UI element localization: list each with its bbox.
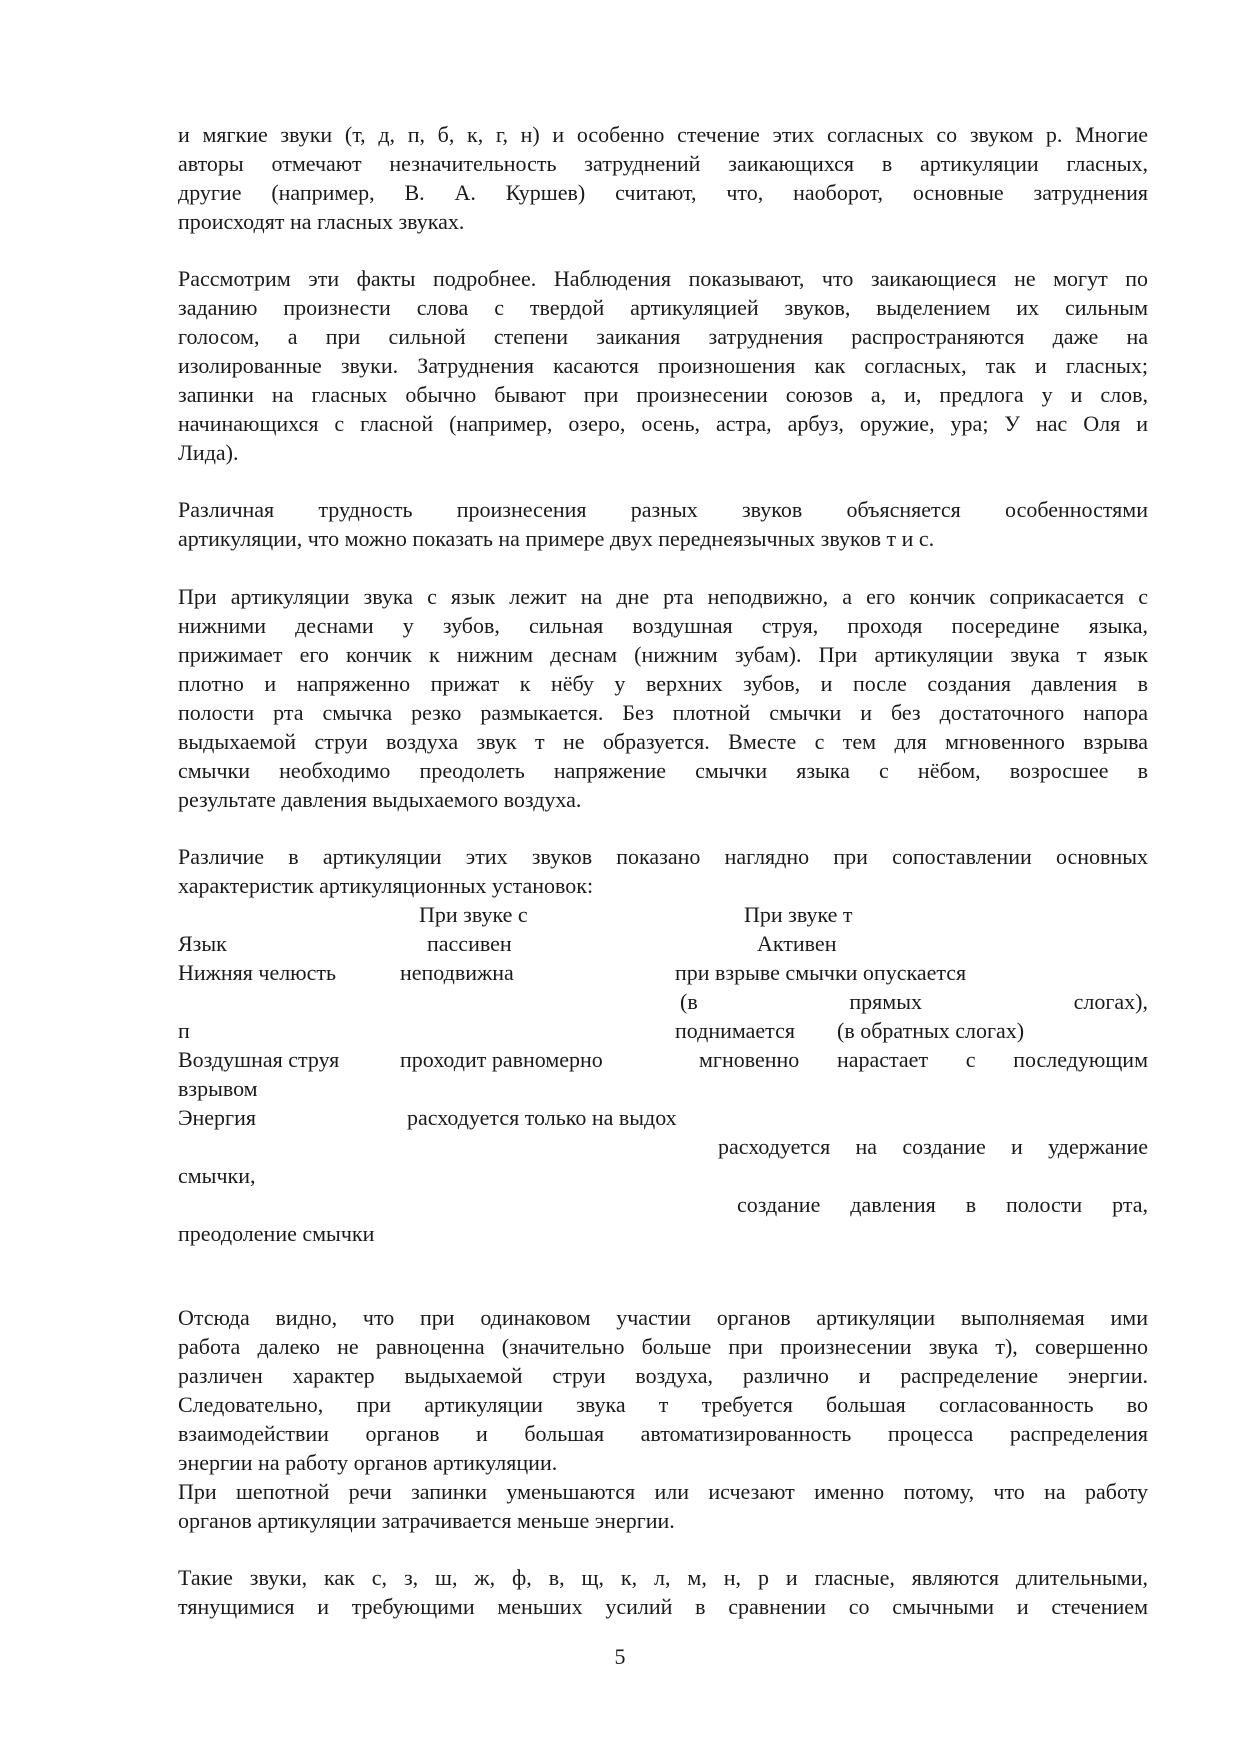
text-line: создание давления в полости рта,	[737, 1192, 1148, 1217]
text-line: прижимает его кончик к нижним деснам (нижним зубам). При артикуляции звука т язык	[178, 642, 1148, 667]
text-line: изолированные звуки. Затруднения касаются произношения как согласных, так и гласных;	[178, 353, 1148, 378]
text-line: полости рта смычка резко размыкается. Без плотной смычки и без достаточного напора	[178, 700, 1148, 725]
text-line: расходуется на создание и удержание	[718, 1134, 1148, 1159]
table-cell-t: преодоление смычки	[178, 1221, 375, 1246]
page-number: 5	[614, 1644, 626, 1669]
text-line: мгновенно нарастает с последующим	[699, 1047, 1148, 1072]
table-cell-t: при взрыве смычки опускается	[675, 960, 967, 985]
text-line: и мягкие звуки (т, д, п, б, к, г, н) и особенно стечение этих согласных со звуком р. Многие	[178, 122, 1148, 147]
text-line: другие (например, В. А. Куршев) считают, что, наоборот, основные затруднения	[178, 180, 1148, 205]
table-cell-fragment: п	[178, 1018, 190, 1043]
text-line: плотно и напряженно прижат к нёбу у верхних зубов, и после создания давления в	[178, 671, 1148, 696]
paragraph-4	[178, 582, 1148, 814]
table-row-label: Воздушная струя	[178, 1047, 340, 1072]
table-row-label: Энергия	[178, 1105, 256, 1130]
table-row-label: Нижняя челюсть	[178, 960, 337, 985]
text-line: взаимодействии органов и большая автоматизированность процесса распределения	[178, 1421, 1148, 1446]
table-cell-t: смычки,	[178, 1163, 256, 1188]
paragraph-6	[178, 1303, 1148, 1477]
text-line: Лида).	[178, 440, 239, 465]
paragraph-7	[178, 1477, 1148, 1535]
table-cell-t	[680, 987, 1148, 1016]
table-header-t: При звуке т	[744, 902, 853, 927]
text-line: артикуляции, что можно показать на примере двух переднеязычных звуков т и с.	[178, 526, 935, 551]
text-line: результате давления выдыхаемого воздуха.	[178, 787, 582, 812]
table-header-s: При звуке с	[419, 902, 528, 927]
paragraph-3	[178, 495, 1148, 553]
paragraph-1	[178, 120, 1148, 236]
text-line: начинающихся с гласной (например, озеро, осень, астра, арбуз, оружие, ура; У нас Оля и	[178, 411, 1148, 436]
text-line: энергии на работу органов артикуляции.	[178, 1450, 558, 1475]
text-line: заданию произнести слова с твердой артикуляцией звуков, выделением их сильным	[178, 295, 1148, 320]
table-cell-s: неподвижна	[400, 960, 514, 985]
text-line: Следовательно, при артикуляции звука т требуется большая согласованность во	[178, 1392, 1148, 1417]
text-line: Рассмотрим эти факты подробнее. Наблюдения показывают, что заикающиеся не могут по	[178, 266, 1148, 291]
text-line: выдыхаемой струи воздуха звук т не образуется. Вместе с тем для мгновенного взрыва	[178, 729, 1148, 754]
text-line: смычки необходимо преодолеть напряжение смычки языка с нёбом, возросшее в	[178, 758, 1148, 783]
table-cell-t	[737, 1190, 1148, 1219]
text-line: Отсюда видно, что при одинаковом участии органов артикуляции выполняемая ими	[178, 1305, 1148, 1330]
paragraph-2	[178, 264, 1148, 467]
text-line: запинки на гласных обычно бывают при произнесении союзов а, и, предлога у и слов,	[178, 382, 1148, 407]
text-line: голосом, а при сильной степени заикания затруднения распространяются даже на	[178, 324, 1148, 349]
text-line: работа далеко не равноценна (значительно больше при произнесении звука т), совершенно	[178, 1334, 1148, 1359]
text-line: органов артикуляции затрачивается меньше энергии.	[178, 1508, 675, 1533]
table-cell-t: поднимается	[675, 1018, 795, 1043]
text-line: Такие звуки, как с, з, ш, ж, ф, в, щ, к, л, м, н, р и гласные, являются длительными,	[178, 1565, 1148, 1590]
text-line: При артикуляции звука с язык лежит на дне рта неподвижно, а его кончик соприкасается с	[178, 584, 1148, 609]
text-line: тянущимися и требующими меньших усилий в сравнении со смычными и стечением	[178, 1594, 1148, 1619]
text-line: (в прямых слогах),	[680, 989, 1148, 1014]
table-cell-t: взрывом	[178, 1076, 258, 1101]
table-cell-t: (в обратных слогах)	[837, 1018, 1025, 1043]
table-cell-t	[699, 1045, 1148, 1074]
text-line: При шепотной речи запинки уменьшаются или исчезают именно потому, что на работу	[178, 1479, 1148, 1504]
text-line: характеристик артикуляционных установок:	[178, 873, 594, 898]
table-cell-s: пассивен	[427, 931, 512, 956]
text-line: происходят на гласных звуках.	[178, 209, 465, 234]
table-cell-t	[718, 1132, 1148, 1161]
table-cell-s: проходит равномерно	[400, 1047, 603, 1072]
text-line: нижними деснами у зубов, сильная воздушная струя, проходя посередине языка,	[178, 613, 1148, 638]
table-cell-s: расходуется только на выдох	[407, 1105, 677, 1130]
text-line: Различная трудность произнесения разных звуков объясняется особенностями	[178, 497, 1148, 522]
paragraph-5	[178, 842, 1148, 900]
text-line: различен характер выдыхаемой струи воздуха, различно и распределение энергии.	[178, 1363, 1148, 1388]
text-line: Различие в артикуляции этих звуков показано наглядно при сопоставлении основных	[178, 844, 1148, 869]
text-line: авторы отмечают незначительность затруднений заикающихся в артикуляции гласных,	[178, 151, 1148, 176]
paragraph-8	[178, 1563, 1148, 1621]
table-cell-t: Активен	[757, 931, 837, 956]
table-row-label: Язык	[178, 931, 227, 956]
